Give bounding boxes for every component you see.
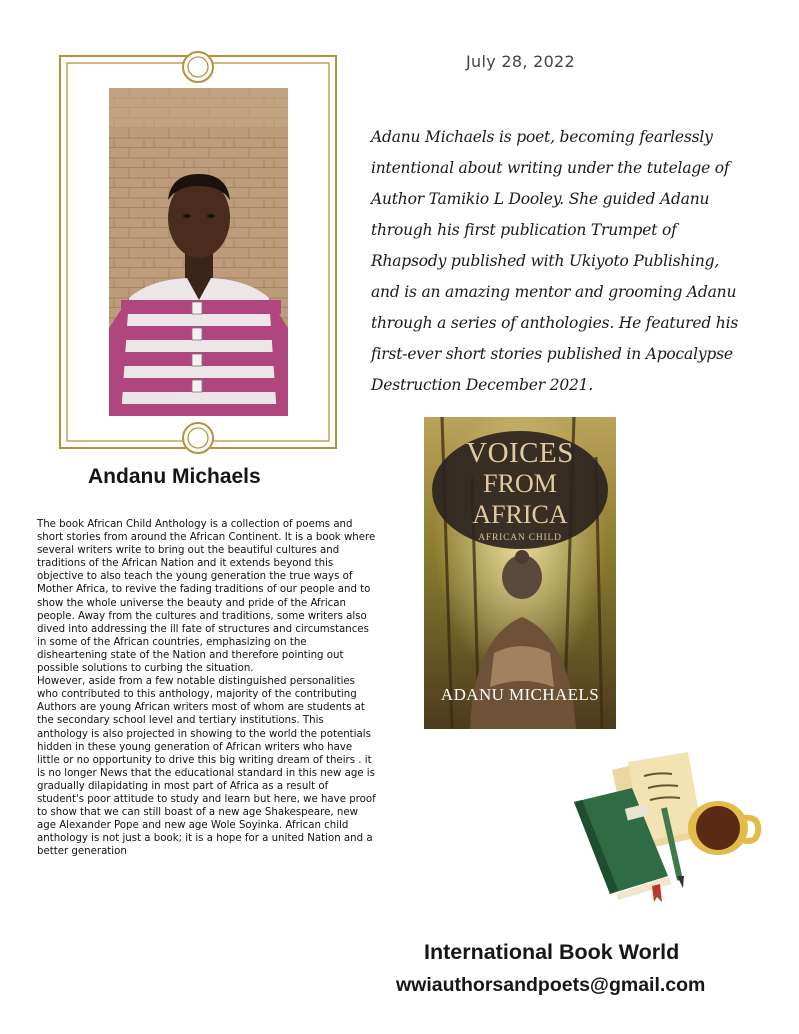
cover-subtitle: AFRICAN CHILD	[478, 533, 562, 543]
cover-title-line-1: VOICES	[466, 437, 574, 469]
contact-email[interactable]: wwiauthorsandpoets@gmail.com	[396, 974, 706, 996]
book-cover	[424, 417, 616, 729]
anthology-description	[37, 518, 377, 858]
cover-title-line-3: AFRICA	[472, 500, 568, 529]
date: July 28, 2022	[466, 52, 576, 71]
books-illustration	[568, 752, 763, 902]
cover-author: ADANU MICHAELS	[440, 685, 600, 704]
description-paragraph-1: The book African Child Anthology is a collection of poems and short stories from around the African Continent. It is a book where several writers write to bring out the beautiful cultures and traditions of the African Nation and it extends beyond this objective to also teach the young generation the true ways of Mother Africa, to revive the fading traditions of our people and to show the whole universe the beauty and pride of the African people. Away from the cultures and traditions, some writers also dived into addressing the ill fate of structures and circumstances in some of the African countries, emphasizing on the disheartening state of the Nation and therefore pointing out possible solutions to curbing the situation.	[37, 519, 376, 675]
author-photo	[109, 88, 288, 416]
cover-title-line-2: FROM	[483, 469, 557, 498]
author-bio: Adanu Michaels is poet, becoming fearlessly intentional about writing under the tutelage of Author Tamikio L Dooley. She guided Adanu through his first publication Trumpet of Rhapsody published with Ukiyoto Publishing, and is an amazing mentor and grooming Adanu through a series of anthologies. He featured his first-ever short stories published in Apocalypse Destruction December 2021.	[371, 128, 739, 394]
publisher-name: International Book World	[424, 940, 680, 964]
coffee-mug-icon	[688, 801, 758, 855]
author-name: Andanu Michaels	[88, 465, 261, 488]
description-paragraph-2: However, aside from a few notable distinguished personalities who contributed to this anthology, majority of the contributing Authors are young African writers most of whom are students at the secondary school level and tertiary institutions. This anthology is also projected in showing to the world the potentials hidden in these young generation of African writers who have little or no opportunity to drive this big writing dream of theirs . it is no longer News that the educational standard in this new age is gradually dilapidating in most part of Africa as a result of student's poor attitude to study and learn but here, we have proof to show that we can still boast of a new age Shakespeare, new age Alexander Pope and new age Wole Soyinka. African child anthology is not just a book; it is a hope for a united Nation and a better generation	[37, 676, 376, 858]
